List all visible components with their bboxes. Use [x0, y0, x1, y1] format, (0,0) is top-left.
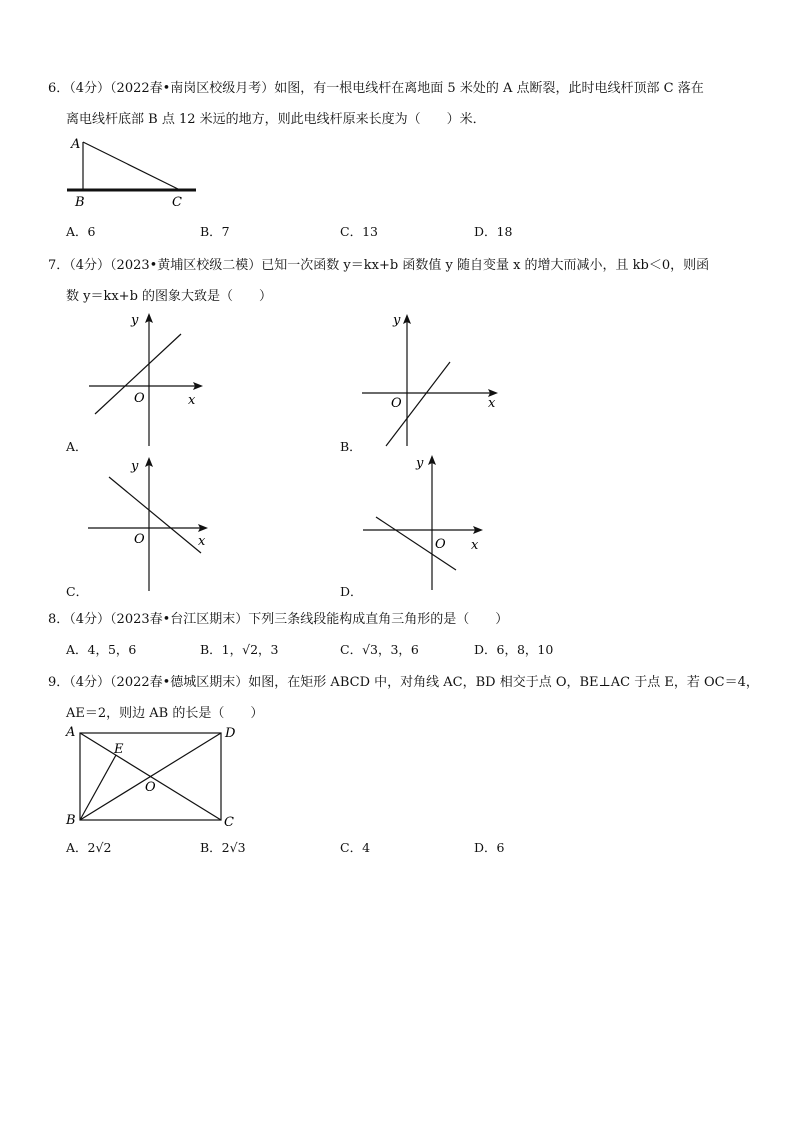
q9-point-c: C [224, 815, 234, 830]
q7b-y-label: y [393, 313, 401, 328]
q6-option-a: A．6 [66, 224, 96, 239]
q7a-y-label: y [131, 313, 139, 328]
q8-number: 8． [48, 612, 70, 627]
q7-text-line1: （4分）（2023•黄埔区校级二模）已知一次函数 y＝kx+b 函数值 y 随自变量 x 的增大而减小，且 kb＜0，则函 [69, 258, 710, 273]
q8-option-c: C．√3，3，6 [340, 642, 419, 657]
q7c-x-label: x [198, 534, 206, 549]
q9-point-a: A [66, 725, 76, 740]
q7-graph-c [85, 455, 215, 595]
q7-graph-a [85, 310, 210, 450]
q7c-y-label: y [131, 459, 139, 474]
q9-number: 9． [48, 675, 70, 690]
q9-point-e: E [114, 742, 124, 757]
q7d-y-label: y [416, 456, 424, 471]
q6-text-line2: 离电线杆底部 B 点 12 米远的地方，则此电线杆原来长度为（ ）米． [66, 112, 486, 127]
q7-option-c: C． [66, 584, 89, 599]
q9-line1 [48, 671, 759, 690]
q7-text-line2: 数 y＝kx+b 的图象大致是（ ） [66, 289, 273, 304]
q9-option-b: B．2√3 [200, 840, 246, 855]
q7a-x-label: x [188, 393, 196, 408]
q6-option-b: B．7 [200, 224, 230, 239]
q6-line1 [48, 77, 704, 96]
q6-figure [60, 132, 210, 212]
q8-option-b: B．1，√2，3 [200, 642, 279, 657]
q7d-origin-label: O [435, 537, 446, 552]
q6-point-a: A [71, 137, 81, 152]
q7b-origin-label: O [391, 396, 402, 411]
q8-line1 [48, 608, 508, 627]
q7d-x-label: x [471, 538, 479, 553]
q7-graph-d [360, 452, 490, 592]
q7b-x-label: x [488, 396, 496, 411]
q7-line1 [48, 254, 709, 273]
q6-option-d: D．18 [474, 224, 513, 239]
q9-point-b: B [66, 813, 76, 828]
q8-text-line1: （4分）（2023春•台江区期末）下列三条线段能构成直角三角形的是（ ） [69, 612, 509, 627]
q7-graph-b [360, 310, 505, 450]
q6-option-c: C．13 [340, 224, 378, 239]
q9-text-line1: （4分）（2022春•德城区期末）如图，在矩形 ABCD 中，对角线 AC，BD 相交于点 O，BE⊥AC 于点 E，若 OC＝4， [69, 675, 759, 690]
q8-option-d: D．6，8，10 [474, 642, 554, 657]
q9-point-d: D [225, 726, 236, 741]
q7-number: 7． [48, 258, 70, 273]
q7-option-a: A． [66, 439, 88, 454]
q7c-origin-label: O [134, 532, 145, 547]
q8-option-a: A．4，5，6 [66, 642, 137, 657]
q9-option-d: D．6 [474, 840, 505, 855]
q9-point-o: O [145, 780, 156, 795]
q9-option-c: C．4 [340, 840, 371, 855]
q6-number: 6． [48, 81, 70, 96]
q7-option-b: B． [340, 439, 362, 454]
q7-option-d: D． [340, 584, 363, 599]
q9-text-line2: AE＝2，则边 AB 的长是（ ） [66, 706, 264, 721]
q6-point-b: B [75, 195, 85, 210]
q9-option-a: A．2√2 [66, 840, 112, 855]
q6-point-c: C [172, 195, 182, 210]
q6-text-line1: （4分）（2022春•南岗区校级月考）如图，有一根电线杆在离地面 5 米处的 A 点断裂，此时电线杆顶部 C 落在 [69, 81, 704, 96]
q7a-origin-label: O [134, 391, 145, 406]
q9-figure [60, 722, 250, 834]
